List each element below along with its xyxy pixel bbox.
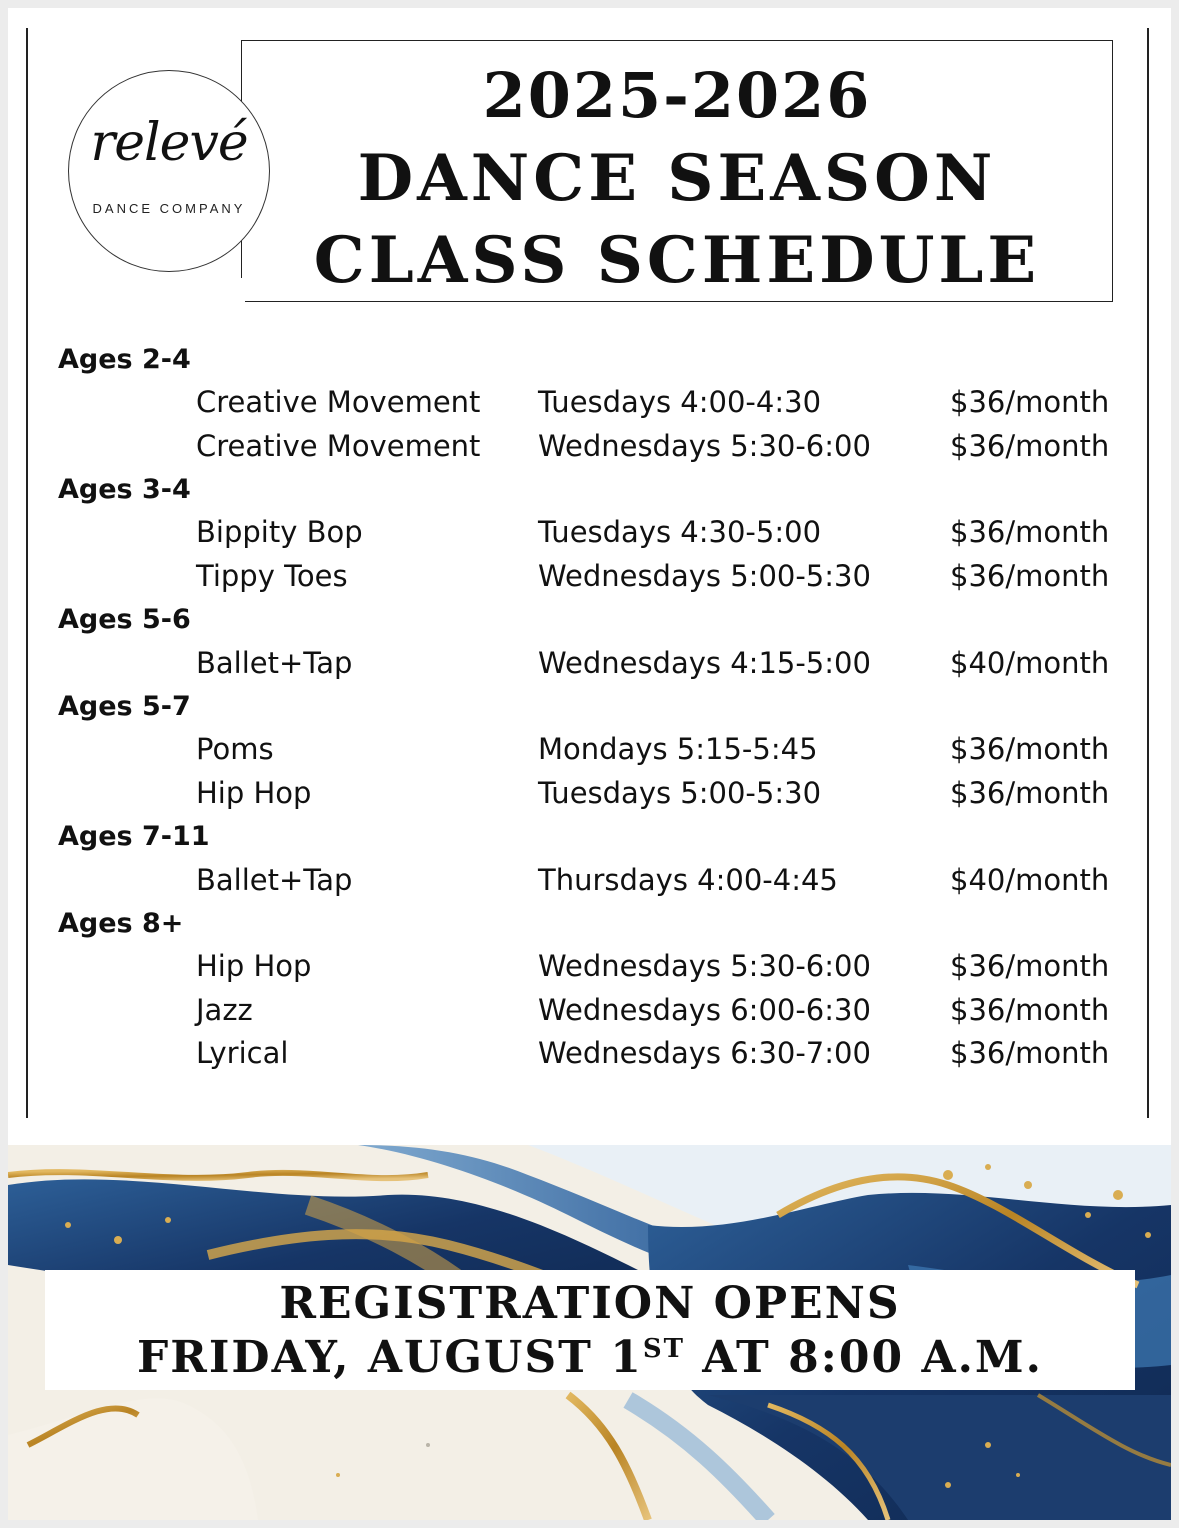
class-time: Tuesdays 5:00-5:30 [538, 776, 822, 810]
class-price: $36/month [950, 429, 1110, 463]
class-time: Mondays 5:15-5:45 [538, 732, 818, 766]
class-price: $36/month [950, 949, 1110, 983]
class-time: Wednesdays 5:30-6:00 [538, 949, 871, 983]
class-name: Bippity Bop [196, 515, 363, 549]
registration-date-time: AT 8:00 A.M. [684, 1332, 1043, 1383]
class-price: $36/month [950, 993, 1110, 1027]
class-time: Wednesdays 6:30-7:00 [538, 1036, 871, 1070]
age-group-heading: Ages 8+ [58, 908, 184, 939]
class-name: Jazz [196, 993, 253, 1027]
class-price: $40/month [950, 646, 1110, 680]
left-border-rule [26, 28, 28, 1118]
class-name: Ballet+Tap [196, 646, 353, 680]
class-price: $36/month [950, 1036, 1110, 1070]
title-box-gap [237, 278, 245, 308]
class-time: Wednesdays 5:30-6:00 [538, 429, 871, 463]
logo-script: relevé [90, 113, 248, 173]
class-time: Wednesdays 6:00-6:30 [538, 993, 871, 1027]
age-group-heading: Ages 3-4 [58, 474, 191, 505]
logo-subtitle: DANCE COMPANY [92, 201, 246, 216]
age-group-heading: Ages 2-4 [58, 344, 191, 375]
registration-date [45, 1332, 1135, 1383]
class-name: Creative Movement [196, 429, 481, 463]
age-group-heading: Ages 5-7 [58, 691, 191, 722]
registration-date-ordinal: ST [642, 1334, 685, 1364]
class-price: $36/month [950, 776, 1110, 810]
class-time: Tuesdays 4:00-4:30 [538, 385, 822, 419]
registration-date-main: FRIDAY, AUGUST 1 [137, 1332, 643, 1383]
title-schedule: CLASS SCHEDULE [313, 223, 1041, 298]
class-time: Tuesdays 4:30-5:00 [538, 515, 822, 549]
class-name: Poms [196, 732, 274, 766]
class-name: Ballet+Tap [196, 863, 353, 897]
flyer-page [8, 8, 1171, 1520]
right-border-rule [1147, 28, 1149, 1118]
class-name: Creative Movement [196, 385, 481, 419]
age-group-heading: Ages 5-6 [58, 604, 191, 635]
class-name: Hip Hop [196, 949, 312, 983]
class-price: $36/month [950, 385, 1110, 419]
class-time: Wednesdays 4:15-5:00 [538, 646, 871, 680]
registration-heading: REGISTRATION OPENS [279, 1278, 901, 1329]
class-name: Tippy Toes [196, 559, 348, 593]
company-logo [68, 70, 270, 272]
class-name: Hip Hop [196, 776, 312, 810]
registration-banner [45, 1270, 1135, 1390]
class-time: Thursdays 4:00-4:45 [538, 863, 838, 897]
title-season: DANCE SEASON [357, 141, 997, 216]
class-price: $36/month [950, 732, 1110, 766]
class-name: Lyrical [196, 1036, 289, 1070]
class-price: $36/month [950, 559, 1110, 593]
title-box [241, 40, 1113, 302]
class-price: $36/month [950, 515, 1110, 549]
age-group-heading: Ages 7-11 [58, 821, 210, 852]
class-time: Wednesdays 5:00-5:30 [538, 559, 871, 593]
title-year: 2025-2026 [482, 59, 872, 132]
class-price: $40/month [950, 863, 1110, 897]
